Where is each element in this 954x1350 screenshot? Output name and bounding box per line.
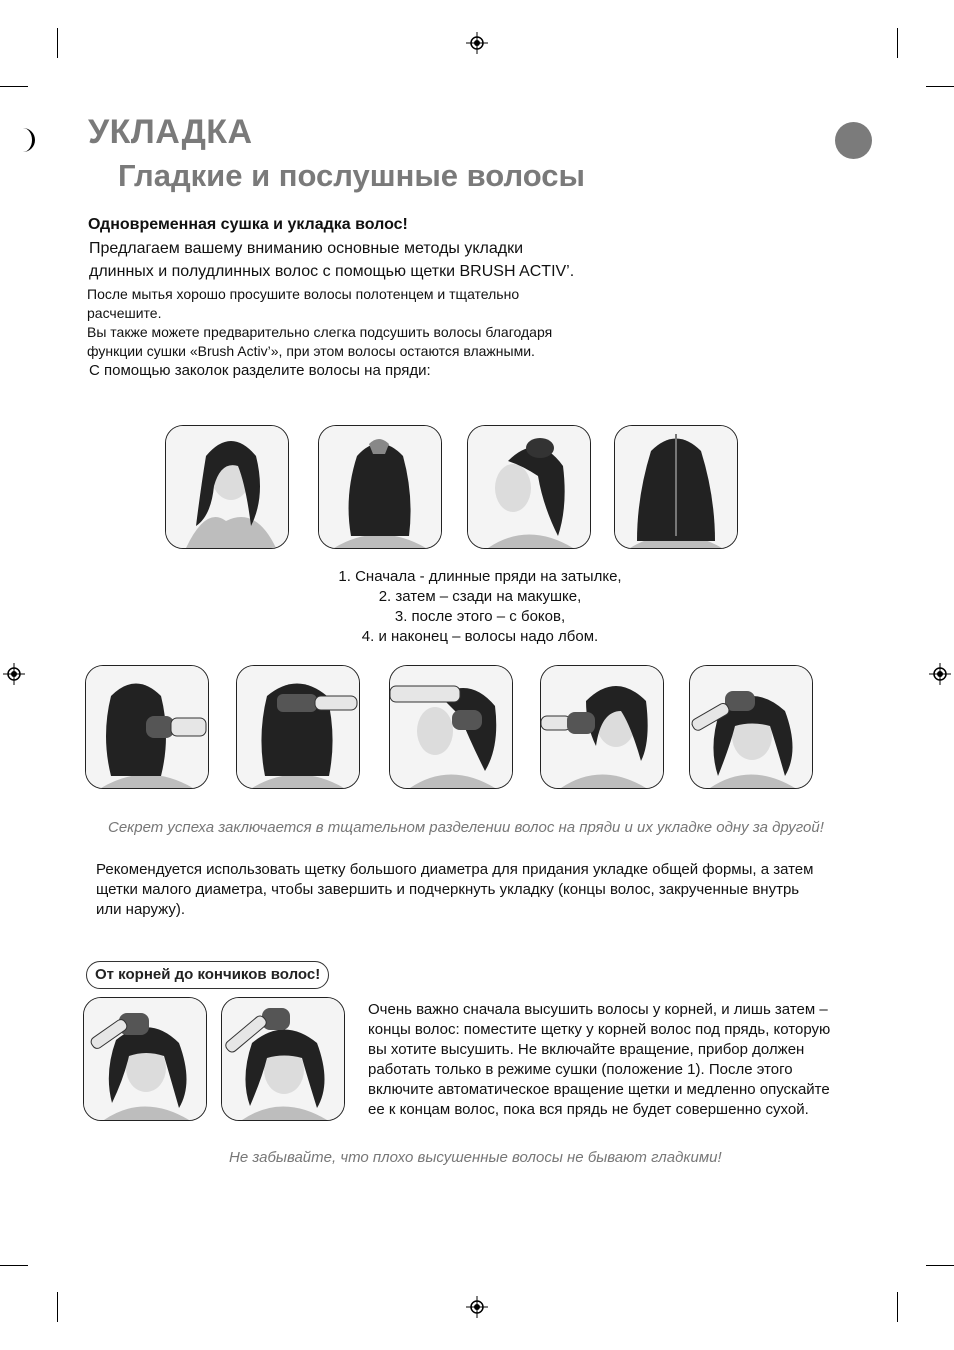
page-subtitle: Гладкие и послушные волосы bbox=[118, 158, 585, 193]
roots-line: вы хотите высушить. Не включайте вращение, прибор должен bbox=[368, 1041, 805, 1058]
registration-mark-icon bbox=[929, 663, 951, 685]
secret-note: Секрет успеха заключается в тщательном разделении волос на пряди и их укладке одну за другой! bbox=[108, 819, 824, 836]
registration-mark-icon bbox=[466, 32, 488, 54]
intro-line: функции сушки «Brush Activ’», при этом волосы остаются влажными. bbox=[87, 343, 535, 359]
step-line: 2. затем – сзади на макушке, bbox=[378, 588, 582, 605]
roots-line: концы волос: поместите щетку у корней волос под прядь, которую bbox=[368, 1021, 831, 1038]
registration-mark-icon bbox=[466, 1296, 488, 1318]
crop-mark bbox=[897, 1292, 898, 1322]
registration-mark-icon bbox=[3, 663, 25, 685]
intro-heading: Одновременная сушка и укладка волос! bbox=[88, 216, 408, 233]
crop-mark bbox=[926, 1265, 954, 1266]
step-line: 1. Сначала - длинные пряди на затылке, bbox=[338, 568, 622, 585]
crop-mark bbox=[0, 1265, 28, 1266]
illustration-ends-drying bbox=[221, 997, 345, 1121]
crop-mark bbox=[57, 28, 58, 58]
roots-line: ее к концам волос, пока вся прядь не будет совершенно сухой. bbox=[368, 1101, 809, 1118]
roots-line: Очень важно сначала высушить волосы у корней, и лишь затем – bbox=[368, 1001, 828, 1018]
roots-section-label: От корней до кончиков волос! bbox=[86, 961, 329, 989]
crop-mark bbox=[0, 86, 28, 87]
roots-line: включите автоматическое вращение щетки и медленно опускайте bbox=[368, 1081, 830, 1098]
illustration-front-view bbox=[165, 425, 289, 549]
crop-mark bbox=[926, 86, 954, 87]
crop-mark bbox=[57, 1292, 58, 1322]
page-title: УКЛАДКА bbox=[88, 113, 253, 151]
intro-line: Вы также можете предварительно слегка подсушить волосы благодаря bbox=[87, 324, 553, 340]
roots-line: работать только в режиме сушки (положение 1). После этого bbox=[368, 1061, 793, 1078]
recommendation-line: или наружу). bbox=[96, 901, 186, 918]
intro-line: длинных и полудлинных волос с помощью щетки BRUSH ACTIV’. bbox=[89, 263, 575, 280]
page-edge-mark bbox=[22, 128, 35, 152]
intro-line: С помощью заколок разделите волосы на пряди: bbox=[89, 362, 431, 379]
recommendation-line: щетки малого диаметра, чтобы завершить и подчеркнуть укладку (концы волос, закрученные внутрь bbox=[96, 881, 800, 898]
step-line: 3. после этого – с боков, bbox=[394, 608, 566, 625]
intro-line: После мытья хорошо просушите волосы полотенцем и тщательно bbox=[87, 286, 520, 302]
crop-mark bbox=[897, 28, 898, 58]
illustration-side-view bbox=[467, 425, 591, 549]
illustration-brushing-fringe bbox=[689, 665, 813, 789]
illustration-brushing-nape bbox=[85, 665, 209, 789]
illustration-roots-drying bbox=[83, 997, 207, 1121]
illustration-brushing-side bbox=[389, 665, 513, 789]
illustration-brushing-front-side bbox=[540, 665, 664, 789]
illustration-brushing-crown bbox=[236, 665, 360, 789]
intro-line: расчешите. bbox=[87, 305, 162, 321]
section-dot bbox=[835, 122, 872, 159]
intro-line: Предлагаем вашему вниманию основные методы укладки bbox=[89, 240, 524, 257]
recommendation-line: Рекомендуется использовать щетку большого диаметра для придания укладке общей формы, а затем bbox=[96, 861, 814, 878]
step-line: 4. и наконец – волосы надо лбом. bbox=[361, 628, 599, 645]
illustration-back-view bbox=[318, 425, 442, 549]
steps-list bbox=[280, 567, 680, 647]
final-note: Не забывайте, что плохо высушенные волосы не бывают гладкими! bbox=[229, 1149, 722, 1166]
illustration-back-loose bbox=[614, 425, 738, 549]
